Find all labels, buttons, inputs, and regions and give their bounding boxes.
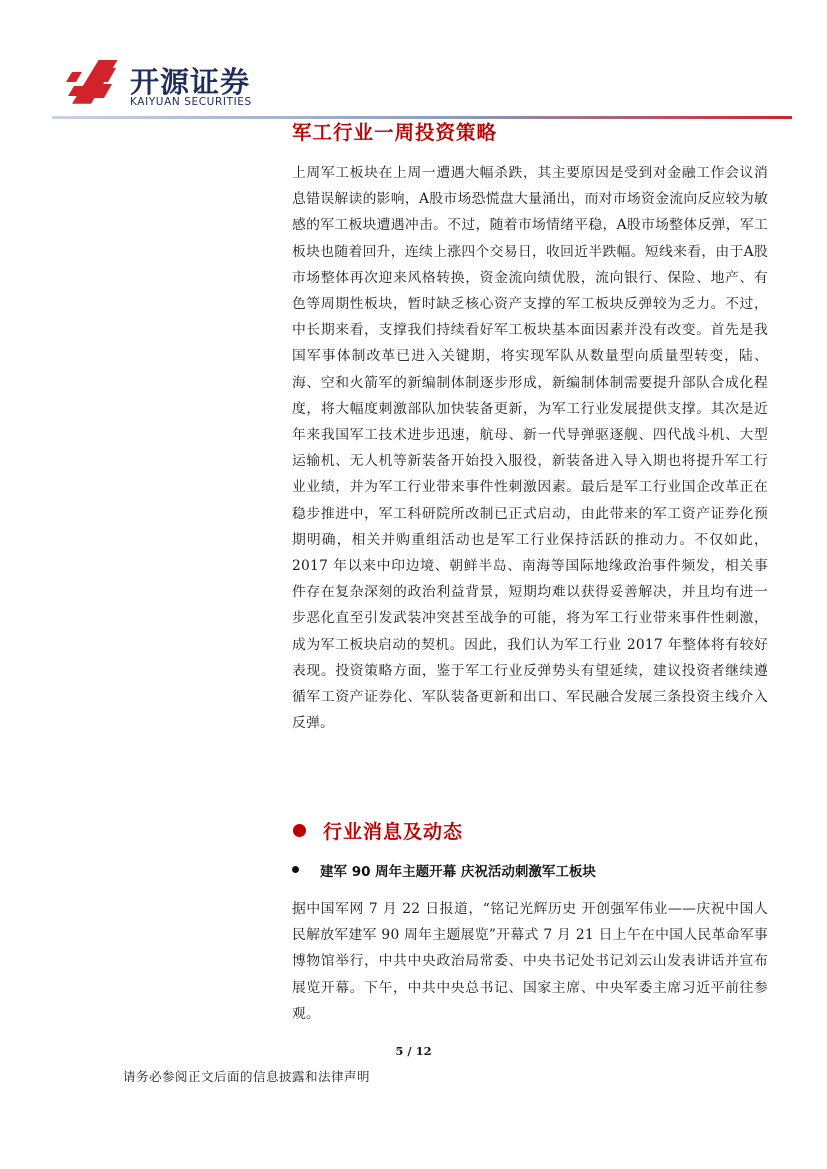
footer-disclaimer: 请务必参阅正文后面的信息披露和法律声明 <box>123 1069 371 1084</box>
strategy-paragraph: 上周军工板块在上周一遭遇大幅杀跌，其主要原因是受到对金融工作会议消息错误解读的影响，A股市场恐慌盘大量涌出，而对市场资金流向反应较为敏感的军工板块遭遇冲击。不过，随着市场情绪平稳，A股市场整体反弹，军工板块也随着回升，连续上涨四个交易日，收回近半跌幅。短线来看，由于A股市场整体再次迎来风格转换，资金流向绩优股，流向银行、保险、地产、有色等周期性板块，暂时缺乏核心资产支撑的军工板块反弹较为乏力。不过，中长期来看，支撑我们持续看好军工板块基本面因素并没有改变。首先是我国军事体制改革已进入关键期，将实现军队从数量型向质量型转变，陆、海、空和火箭军的新编制体制逐步形成，新编制体制需要提升部队合成化程度，将大幅度刺激部队加快装备更新，为军工行业发展提供支撑。其次是近年来我国军工技术进步迅速，航母、新一代导弹驱逐舰、四代战斗机、大型运输机、无人机等新装备开始投入服役，新装备进入导入期也将提升军工行业业绩，并为军工行业带来事件性刺激因素。最后是军工行业国企改革正在稳步推进中，军工科研院所改制已正式启动，由此带来的军工资产证券化预期明确，相关并购重组活动也是军工行业保持活跃的推动力。不仅如此，2017 年以来中印边境、朝鲜半岛、南海等国际地缘政治事件频发，相关事件存在复杂深刻的政治利益背景，短期均难以获得妥善解决，并且均有进一步恶化直至引发武装冲突甚至战争的可能，将为军工行业带来事件性刺激，成为军工板块启动的契机。因此，我们认为军工行业 2017 年整体将有较好表现。投资策略方面，鉴于军工行业反弹势头有望延续，建议投资者继续遵循军工资产证券化、军队装备更新和出口、军民融合发展三条投资主线介入反弹。 <box>292 165 768 732</box>
logo-chinese-name: 开源证券 <box>130 65 251 99</box>
logo-english-name: KAIYUAN SECURITIES <box>130 96 252 108</box>
red-bullet-icon <box>293 824 306 837</box>
news-paragraph: 据中国军网 7 月 22 日报道，“铭记光辉历史 开创强军伟业——庆祝中国人民解放军建军 90 周年主题展览”开幕式 7 月 21 日上午在中国人民革命军事博物馆举行，中共中央政治局常委、中央书记处书记刘云山发表讲话并宣布展览开幕。下午，中共中央总书记、国家主席、中央军委主席习近平前往参观。 <box>292 901 768 1022</box>
kaiyuan-logo-icon <box>66 58 122 108</box>
news-heading-text: 行业消息及动态 <box>323 821 464 843</box>
page-number: 5 / 12 <box>395 1044 432 1058</box>
section-title: 军工行业一周投资策略 <box>292 121 498 144</box>
black-bullet-icon <box>292 866 299 873</box>
news-item-title: 建军 90 周年主题开幕 庆祝活动刺激军工板块 <box>320 864 596 880</box>
company-logo <box>66 58 266 114</box>
